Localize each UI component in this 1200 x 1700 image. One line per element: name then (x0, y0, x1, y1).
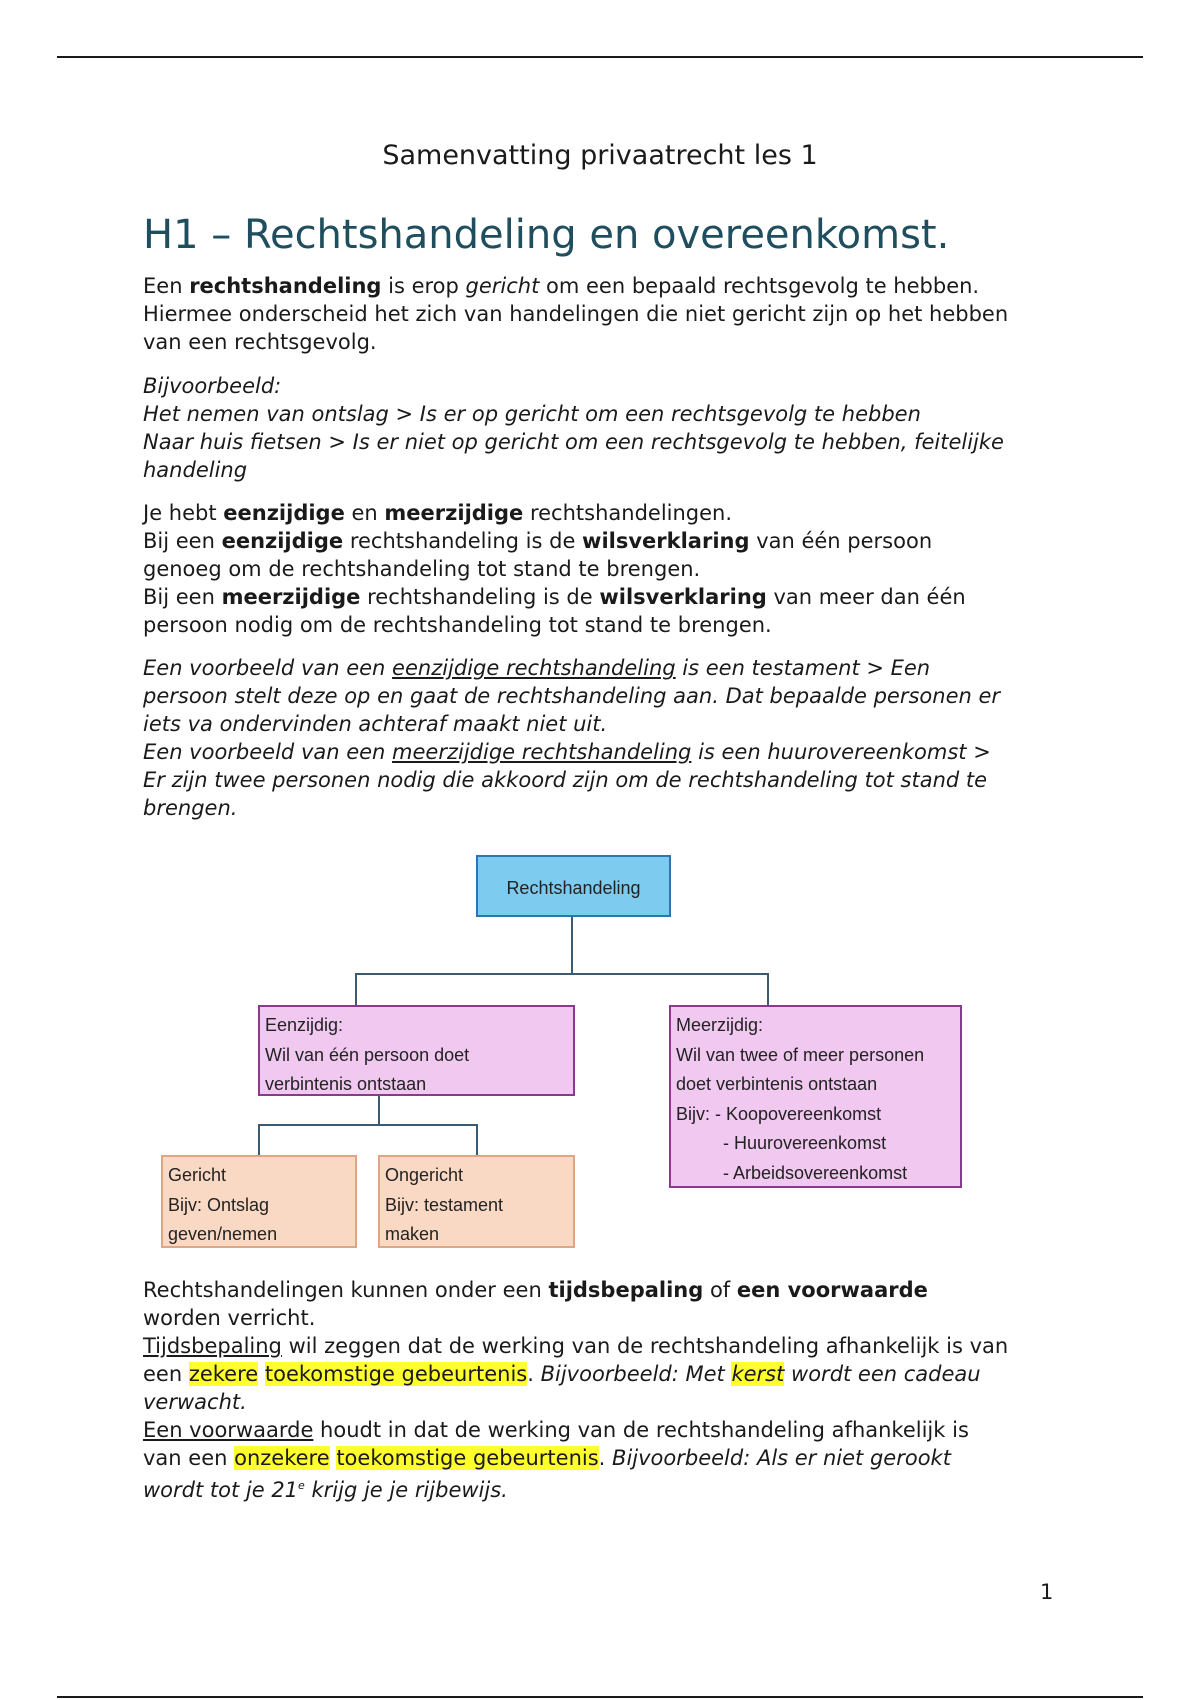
connector-sub (378, 1095, 380, 1126)
paragraph-example: Bijvoorbeeld: Het nemen van ontslag > Is er op gericht om een rechtsgevolg te hebben Naar huis fietsen > Is er niet op gericht om een rechtsgevolg te hebben, feitelijke handeling (143, 374, 1004, 482)
box-gericht: Gericht Bijv: Ontslag geven/nemen (161, 1155, 357, 1248)
page-number: 1 (1040, 1580, 1054, 1604)
connector-ongericht (476, 1124, 478, 1156)
connector-left (355, 973, 357, 1006)
page-title: Samenvatting privaatrecht les 1 (382, 140, 818, 171)
connector-horizontal (355, 973, 769, 975)
paragraph-tijdsbepaling-voorwaarde: Rechtshandelingen kunnen onder een tijdsbepaling of een voorwaarde worden verricht. Tijdsbepaling wil zeggen dat de werking van de rechtshandeling afhankelijk is van een zekere toekomstige gebeurtenis. Bijvoorbeeld: Met kerst wordt een cadeau verwacht. Een voorwaarde houdt in dat de werking van de rechtshandeling afhankelijk is van een onzekere toekomstige gebeurtenis. Bijvoorbeeld: Als er niet gerookt wordt tot je 21e krijg je je rijbewijs. (143, 1278, 1009, 1502)
box-ongericht: Ongericht Bijv: testament maken (378, 1155, 575, 1248)
footer-rule (57, 1696, 1143, 1698)
section-heading: H1 – Rechtshandeling en overeenkomst. (143, 212, 950, 258)
connector-sub-horizontal (258, 1124, 478, 1126)
connector-gericht (258, 1124, 260, 1156)
box-meerzijdig: Meerzijdig: Wil van twee of meer personen doet verbintenis ontstaan Bijv: - Koopovereenkomst - Huurovereenkomst - Arbeidsovereenkomst (669, 1005, 962, 1188)
connector-root (571, 915, 573, 975)
connector-right (767, 973, 769, 1006)
header-rule (57, 56, 1143, 58)
paragraph-rechtshandeling: Een rechtshandeling is erop gericht om een bepaald rechtsgevolg te hebben. Hiermee onderscheid het zich van handelingen die niet gericht zijn op het hebben van een rechtsgevolg. (143, 274, 1009, 354)
paragraph-eenzijdig-meerzijdig: Je hebt eenzijdige en meerzijdige rechtshandelingen. Bij een eenzijdige rechtshandeling is de wilsverklaring van één persoon genoeg om de rechtshandeling tot stand te brengen. Bij een meerzijdige rechtshandeling is de wilsverklaring van meer dan één persoon nodig om de rechtshandeling tot stand te brengen. (143, 501, 966, 637)
paragraph-voorbeelden: Een voorbeeld van een eenzijdige rechtshandeling is een testament > Een persoon stelt deze op en gaat de rechtshandeling aan. Dat bepaalde personen er iets va ondervinden achteraf maakt niet uit. Een voorbeeld van een meerzijdige rechtshandeling is een huurovereenkomst > Er zijn twee personen nodig die akkoord zijn om de rechtshandeling tot stand te brengen. (143, 656, 1001, 820)
box-eenzijdig: Eenzijdig: Wil van één persoon doet verbintenis ontstaan (258, 1005, 575, 1096)
box-rechtshandeling: Rechtshandeling (476, 855, 671, 917)
